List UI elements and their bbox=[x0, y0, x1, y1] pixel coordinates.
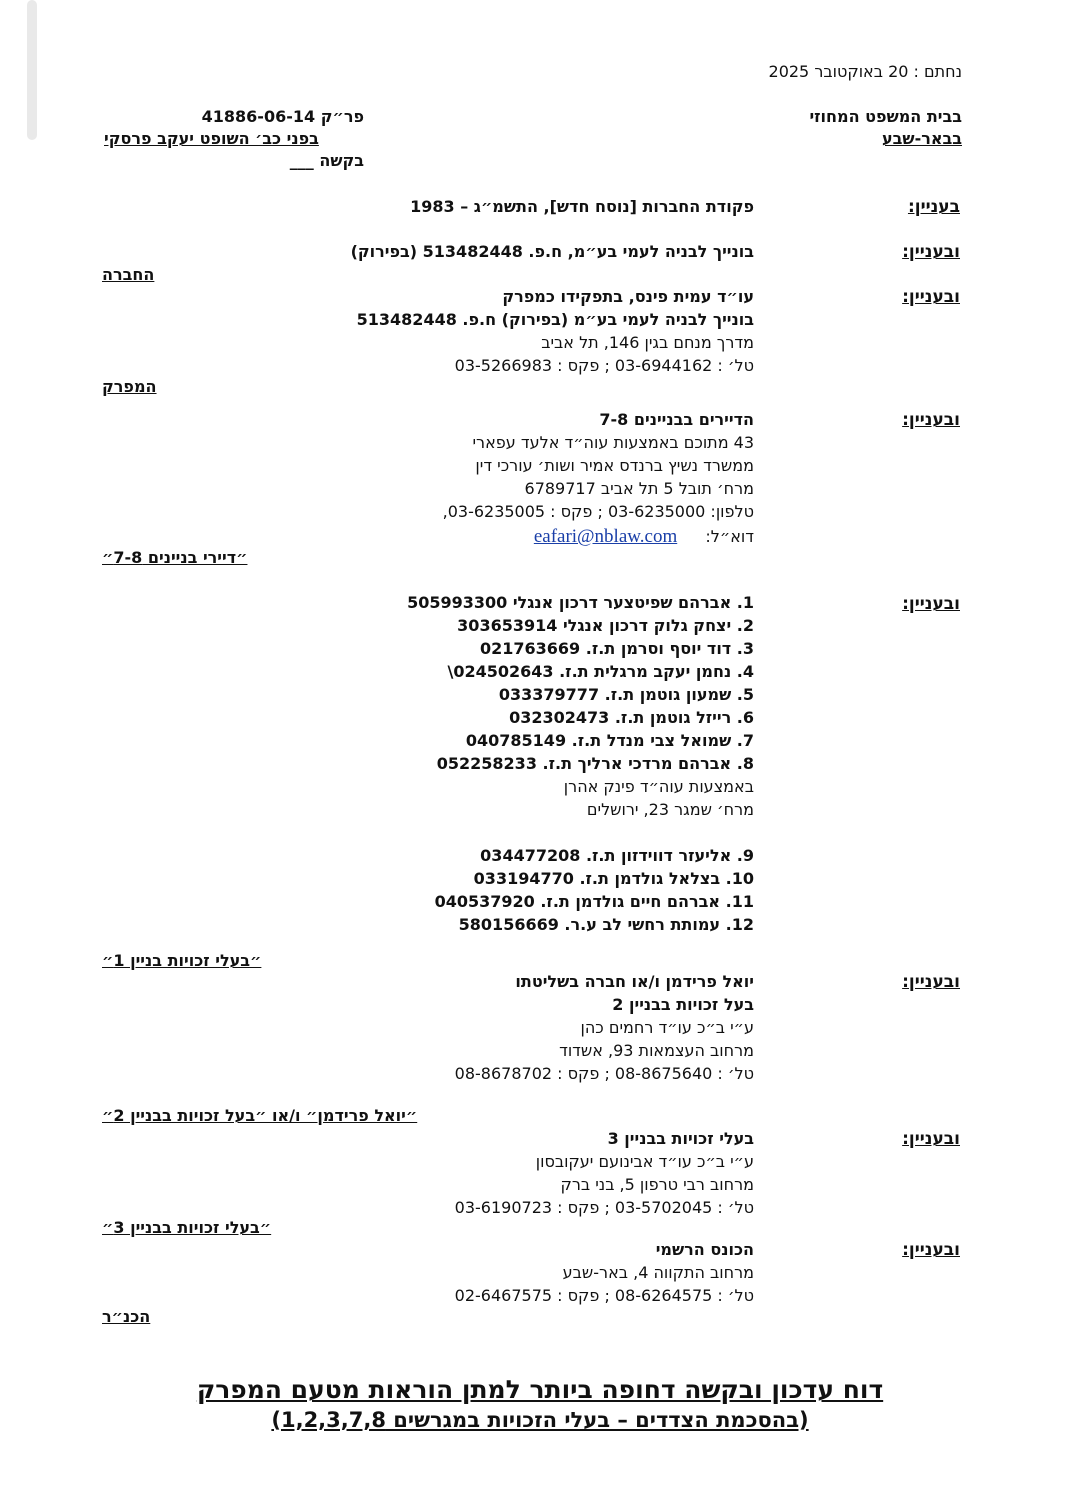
owner-list-item: 4. נחמן יעקב מרגלית ת.ז. 024502643\ bbox=[447, 662, 754, 681]
role-owner2: ״יואל פרידמן״ ו/או ״בעל זכויות בבניין 2״ bbox=[102, 1106, 418, 1125]
owner-list-item: 12. עמותת רחשי לב ע.ר. 580156669 bbox=[458, 915, 754, 934]
company-name: בונייך לבניה לעמי בע״מ, ח.פ. 513482448 (בפירוק) bbox=[350, 242, 754, 261]
receiver-line: מרחוב התקווה 4, באר-שבע bbox=[562, 1263, 754, 1282]
label-re: ובעניין: bbox=[902, 594, 960, 614]
case-judge: בפני כב׳ השופט יעקב פרסקי bbox=[104, 129, 319, 148]
owners1-rep-address: מרח׳ שמגר 23, ירושלים bbox=[586, 800, 754, 819]
owners3-line: מרחוב רבי טרפון 5, בני ברק bbox=[560, 1175, 754, 1194]
liquidator-address: מדרך מנחם בגין 146, תל אביב bbox=[541, 333, 754, 352]
court-city: בבאר-שבע bbox=[882, 129, 962, 148]
case-number: פר״ק 41886-06-14 bbox=[201, 107, 364, 126]
tenants-email-row bbox=[443, 525, 754, 548]
owner2-name: יואל פרידמן ו/או חברה בשליטתו bbox=[515, 972, 754, 991]
owner-list-item: 3. דוד יוסף וסרמן ת.ז. 021763669 bbox=[479, 639, 754, 658]
court-header bbox=[809, 106, 962, 150]
label-re: ובעניין: bbox=[902, 972, 960, 992]
court-name: בבית המשפט המחוזי bbox=[809, 107, 962, 126]
title-line-2: (בהסכמת הצדדים – בעלי הזכויות במגרשים 1,2,3,7,8) bbox=[271, 1408, 809, 1432]
receiver-block bbox=[455, 1238, 754, 1307]
tenants-line: ממשרד נשיץ ברנדס אמיר ושות׳ עורכי דין bbox=[475, 456, 754, 475]
owner-list-item: 7. שמואל צבי מנדל ת.ז. 040785149 bbox=[465, 731, 754, 750]
liquidator-line: בונייך לבניה לעמי בע״מ (בפירוק) ח.פ. 513482448 bbox=[356, 310, 754, 329]
label-re: ובעניין: bbox=[902, 242, 960, 262]
role-owners3: ״בעלי זכויות בבניין 3״ bbox=[102, 1218, 272, 1237]
role-owners1: ״בעלי זכויות בניין 1״ bbox=[102, 951, 262, 970]
owners3-title: בעלי זכויות בבניין 3 bbox=[607, 1129, 754, 1148]
owner-list-item: 10. בצלאל גולדמן ת.ז. 033194770 bbox=[473, 869, 754, 888]
owner-list-item: 11. אברהם חיים גולדמן ת.ז. 040537920 bbox=[434, 892, 754, 911]
case-type: בקשה ___ bbox=[289, 151, 364, 170]
ordinance: פקודת החברות [נוסח חדש], התשמ״ג – 1983 bbox=[410, 197, 754, 216]
role-company: החברה bbox=[102, 265, 155, 284]
role-tenants: ״דיירי בניינים 7-8״ bbox=[102, 548, 248, 567]
tenants-line: מרח׳ תובל 5 תל אביב 6789717 bbox=[524, 479, 754, 498]
owner2-block bbox=[455, 970, 754, 1085]
owners3-line: ע״י ב״כ עו״ד אבינועם יעקובסון bbox=[535, 1152, 754, 1171]
owner2-line: טל׳ : 08-8675640 ; פקס : 08-8678702 bbox=[454, 1064, 754, 1083]
label-re-first: בעניין: bbox=[907, 197, 960, 217]
owner-list-item: 1. אברהם שפיטצער דרכון אנגלי 505993300 bbox=[407, 593, 754, 612]
owner-list-item: 6. רייזל גוטמן ת.ז. 032302473 bbox=[509, 708, 754, 727]
case-header bbox=[104, 106, 364, 172]
owners1-rep: באמצעות עוה״ד פינק אהרן bbox=[563, 777, 754, 796]
receiver-title: הכונס הרשמי bbox=[655, 1240, 754, 1259]
scrollbar[interactable] bbox=[27, 0, 37, 140]
signed-date: נחתם : 20 באוקטובר 2025 bbox=[768, 62, 962, 81]
tenants-line: 43 מתוכם באמצעות עוה״ד אלעד עפארי bbox=[472, 433, 754, 452]
tenants-title: הדיירים בבניינים 7-8 bbox=[599, 410, 754, 429]
owners3-block bbox=[455, 1127, 754, 1219]
liquidator-phone: טל׳ : 03-6944162 ; פקס : 03-5266983 bbox=[454, 356, 754, 375]
liquidator-line: עו״ד עמית פינס, בתפקידו כמפרק bbox=[502, 287, 754, 306]
liquidator-block bbox=[357, 285, 754, 377]
label-re: ובעניין: bbox=[902, 410, 960, 430]
label-re: ובעניין: bbox=[902, 1240, 960, 1260]
label-re: ובעניין: bbox=[902, 287, 960, 307]
owner-list-item: 2. יצחק גלוק דרכון אנגלי 303653914 bbox=[457, 616, 754, 635]
owner2-desc: בעל זכויות בבניין 2 bbox=[612, 995, 754, 1014]
owners3-line: טל׳ : 03-5702045 ; פקס : 03-6190723 bbox=[454, 1198, 754, 1217]
label-re: ובעניין: bbox=[902, 1129, 960, 1149]
owner-list-item: 9. אליעזר דווידזון ת.ז. 034477208 bbox=[480, 846, 754, 865]
document-title bbox=[100, 1375, 980, 1432]
owner-list-item: 5. שמעון גוטמן ת.ז. 033379777 bbox=[498, 685, 754, 704]
email-label: דוא״ל: bbox=[705, 527, 754, 546]
owners1-block bbox=[407, 591, 754, 936]
owner2-line: ע״י ב״כ עו״ד רחמים כהן bbox=[580, 1018, 754, 1037]
title-line-1: דוח עדכון ובקשה דחופה ביותר למתן הוראות מטעם המפרק bbox=[196, 1375, 884, 1404]
role-receiver: הכנ״ר bbox=[102, 1307, 151, 1326]
tenants-line: טלפון: 03-6235000 ; פקס : 03-6235005, bbox=[442, 502, 754, 521]
owner2-line: מרחוב העצמאות 93, אשדוד bbox=[559, 1041, 754, 1060]
role-liquidator: המפרק bbox=[102, 377, 157, 396]
owner-list-item: 8. אברהם מרדכי ארליך ת.ז. 052258233 bbox=[436, 754, 754, 773]
tenants-block bbox=[443, 408, 754, 548]
receiver-line: טל׳ : 08-6264575 ; פקס : 02-6467575 bbox=[454, 1286, 754, 1305]
email-link[interactable]: eafari@nblaw.com bbox=[533, 526, 678, 547]
